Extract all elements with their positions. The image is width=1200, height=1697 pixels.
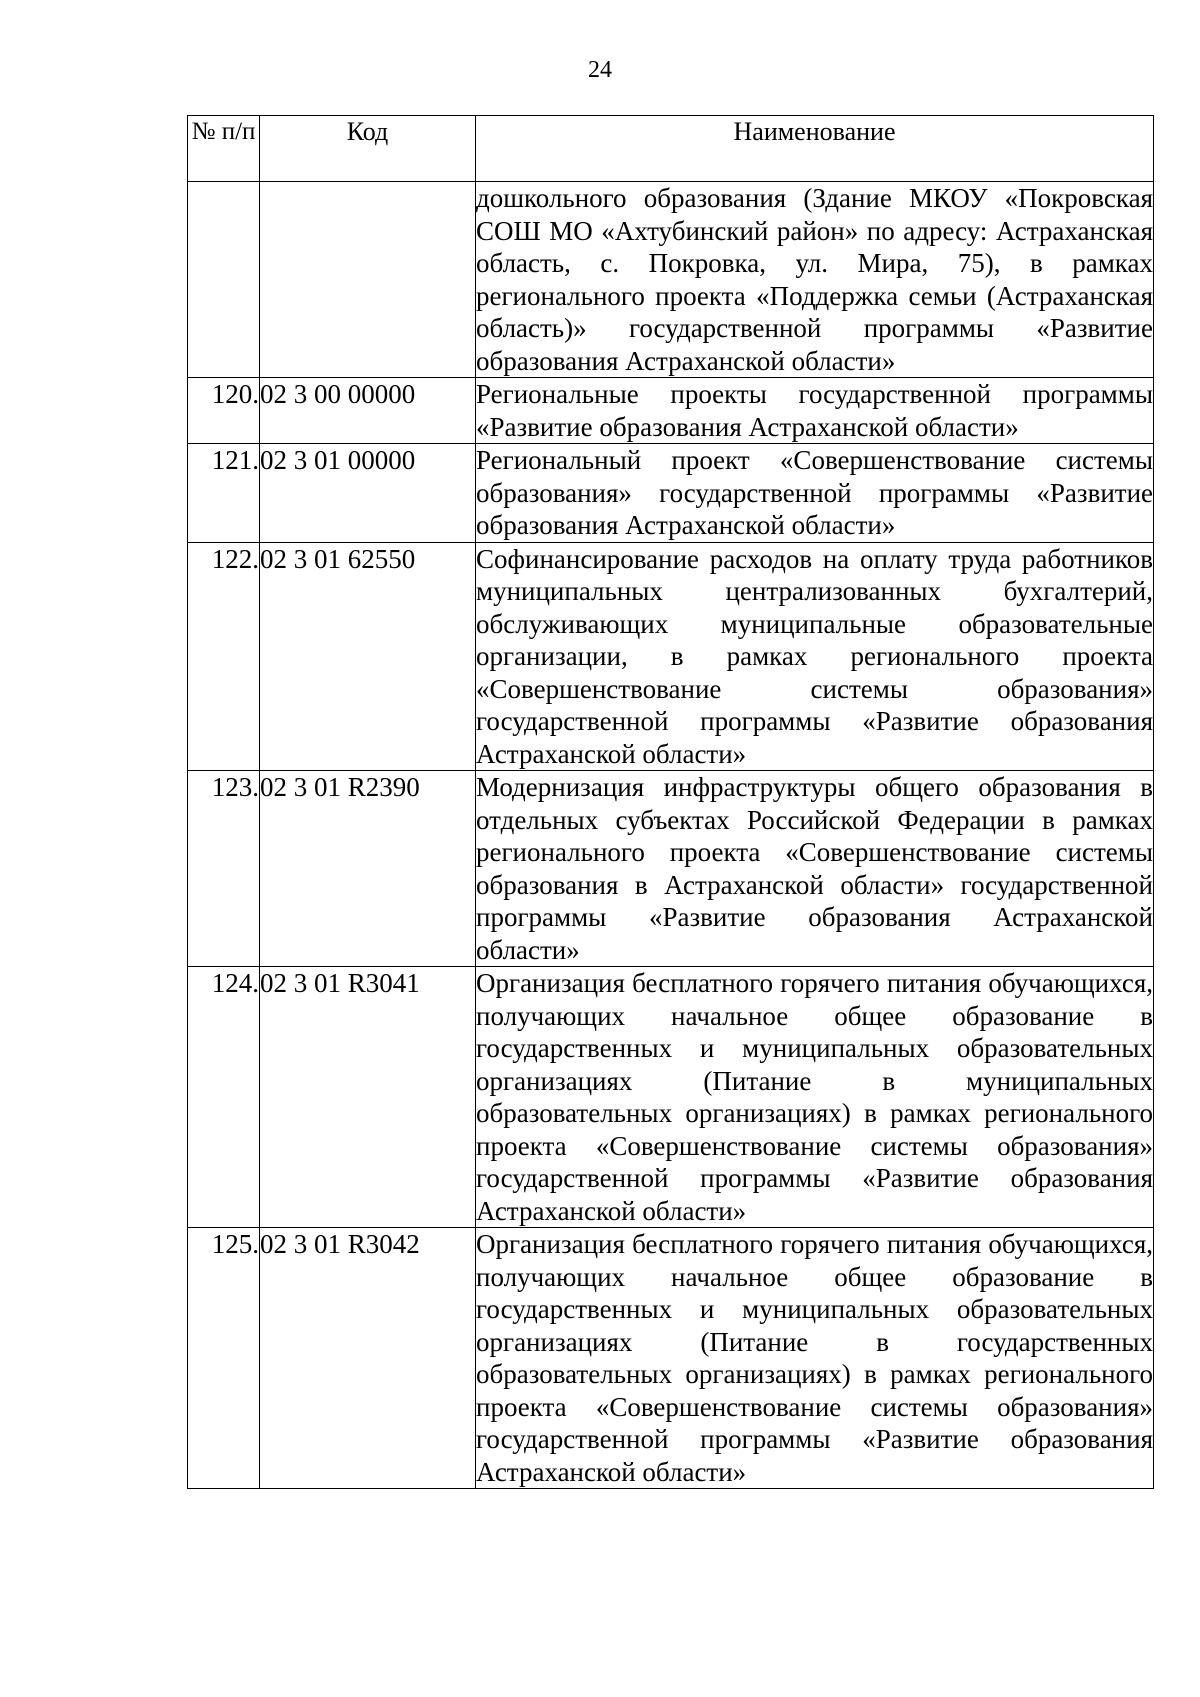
row-name: дошкольного образования (Здание МКОУ «Покровская СОШ МО «Ахтубинский район» по адресу: Астраханская область, с. Покровка, ул. Мира, 75), в рамках регионального проекта «Поддержка семьи (Астраханская область)» государственной программы «Развитие образования Астраханской области» [476,183,1153,376]
row-code: 02 3 01 R3042 [260,1228,476,1489]
row-number: 125. [188,1228,260,1489]
row-name: Софинансирование расходов на оплату труда работников муниципальных централизованных бухгалтерий, обслуживающих муниципальные образовательные организации, в рамках регионального проекта «Совершенствование системы образования» государственной программы «Развитие образования Астраханской области» [476,543,1153,769]
row-code: 02 3 01 62550 [260,542,476,771]
table-row [188,378,1154,444]
row-number [188,182,260,378]
row-code: 02 3 01 00000 [260,444,476,543]
row-name: Региональный проект «Совершенствование системы образования» государственной программы «Развитие образования Астраханской области» [476,445,1153,540]
row-number: 120. [188,378,260,444]
table-row [188,182,1154,378]
page-number: 24 [588,57,612,83]
table-row [188,771,1154,967]
row-name: Региональные проекты государственной программы «Развитие образования Астраханской области» [476,379,1153,442]
table-row [188,444,1154,543]
row-code: 02 3 01 R3041 [260,967,476,1228]
row-name: Организация бесплатного горячего питания обучающихся, получающих начальное общее образование в государственных и муниципальных образовательных организациях (Питание в государственных образовательных организациях) в рамках регионального проекта «Совершенствование системы образования» государственной программы «Развитие образования Астраханской области» [476,1229,1153,1487]
row-number: 124. [188,967,260,1228]
table-header-row [188,116,1154,182]
budget-code-table [187,115,1154,1489]
table-row [188,1228,1154,1489]
row-name: Организация бесплатного горячего питания обучающихся, получающих начальное общее образование в государственных и муниципальных образовательных организациях (Питание в муниципальных образовательных организациях) в рамках регионального проекта «Совершенствование системы образования» государственной программы «Развитие образования Астраханской области» [476,968,1153,1226]
header-name: Наименование [476,116,1154,182]
row-code: 02 3 00 00000 [260,378,476,444]
row-name: Модернизация инфраструктуры общего образования в отдельных субъектах Российской Федерации в рамках регионального проекта «Совершенствование системы образования в Астраханской области» государственной программы «Развитие образования Астраханской области» [476,772,1153,965]
row-code [260,182,476,378]
row-number: 121. [188,444,260,543]
row-code: 02 3 01 R2390 [260,771,476,967]
header-code: Код [260,116,476,182]
table-row [188,967,1154,1228]
row-number: 123. [188,771,260,967]
table-row [188,542,1154,771]
header-number: № п/п [188,116,260,182]
row-number: 122. [188,542,260,771]
